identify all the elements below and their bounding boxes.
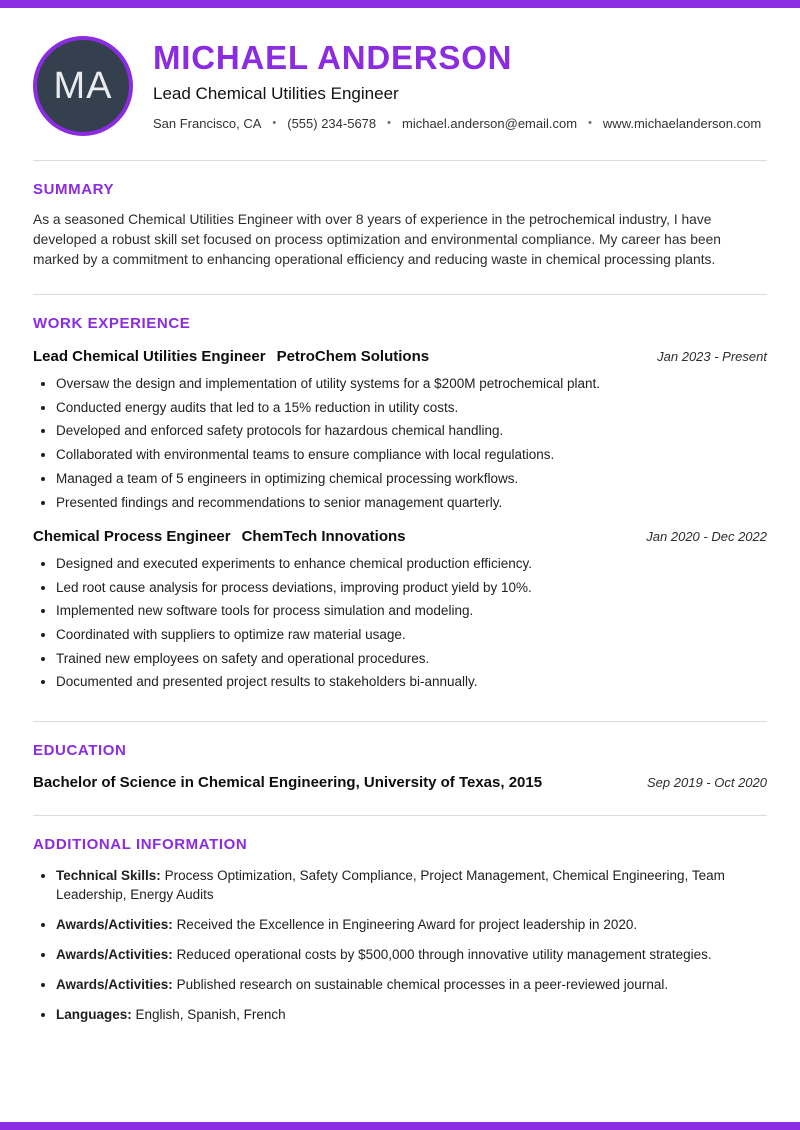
summary-heading: SUMMARY [33,181,115,198]
additional-item-label: Languages: [56,1006,132,1022]
section-divider [33,294,767,295]
additional-item-text: Process Optimization, Safety Compliance, Project Management, Chemical Engineering, Team Leadership, Energy Audits [56,868,725,903]
header-text [153,41,761,131]
contact-website: www.michaelanderson.com [602,115,762,131]
education-heading: EDUCATION [33,742,127,760]
job-title: Lead Chemical Utilities Engineer [33,348,266,365]
education-entry [33,774,767,791]
job-bullet-list [56,555,767,692]
job-entry [33,528,767,692]
avatar-initials: MA [53,64,113,107]
top-accent-bar [0,0,800,8]
additional-item-text: Published research on sustainable chemical processes in a peer-reviewed journal. [176,976,669,992]
job-dates: Jan 2023 - Present [657,349,767,364]
education-section [0,742,800,791]
additional-item-text: Reduced operational costs by $500,000 through innovative utility management strategies. [176,946,712,962]
work-experience-heading: WORK EXPERIENCE [33,315,191,332]
additional-item-label: Awards/Activities: [56,946,173,962]
candidate-job-title: Lead Chemical Utilities Engineer [153,83,399,103]
job-bullet: • Collaborated with environmental teams to ensure compliance with local regulations. [56,446,767,464]
bottom-accent-bar [0,1122,800,1130]
summary-text: As a seasoned Chemical Utilities Engineer with over 8 years of experience in the petrochemical industry, I have developed a robust skill set focused on process optimization and environmental compliance. My career has been marked by a commitment to enhancing operational efficiency and reducing waste in chemical processing plants. [33,212,721,267]
job-bullet: • Conducted energy audits that led to a 15% reduction in utility costs. [56,399,767,417]
additional-item [56,916,767,935]
job-bullet: • Implemented new software tools for process simulation and modeling. [56,602,767,620]
job-entry [33,348,767,512]
job-header-left [33,348,429,365]
job-bullet: • Designed and executed experiments to enhance chemical production efficiency. [56,555,767,573]
job-bullet: • Oversaw the design and implementation of utility systems for a $200M petrochemical plant. [56,375,767,393]
additional-information-section [0,836,800,1035]
additional-item-text: English, Spanish, French [135,1006,286,1022]
section-divider [33,815,767,816]
contact-line [153,116,761,131]
work-experience-section [0,315,800,697]
education-dates: Sep 2019 - Oct 2020 [647,775,767,791]
job-header [33,348,767,365]
section-divider [33,160,767,161]
contact-phone: (555) 234-5678 [287,115,377,131]
section-divider [33,721,767,722]
contact-location: San Francisco, CA [153,115,262,131]
contact-separator-icon: • [588,117,592,130]
job-dates: Jan 2020 - Dec 2022 [646,528,767,544]
job-company: PetroChem Solutions [276,348,430,365]
job-bullet-list [56,375,767,512]
contact-separator-icon: • [387,117,391,130]
additional-item-text: Received the Excellence in Engineering Award for project leadership in 2020. [176,916,638,932]
job-bullet: • Developed and enforced safety protocols for hazardous chemical handling. [56,422,767,440]
job-header-left [33,528,406,545]
resume-header [0,8,800,136]
additional-item [56,976,767,995]
additional-item-label: Awards/Activities: [56,976,173,992]
job-bullet: • Coordinated with suppliers to optimize raw material usage. [56,626,767,644]
job-bullet: • Presented findings and recommendations to senior management quarterly. [56,494,767,512]
job-title: Chemical Process Engineer [33,527,231,545]
contact-email: michael.anderson@email.com [402,115,578,131]
job-bullet: • Trained new employees on safety and operational procedures. [56,650,767,668]
additional-item-list [56,867,767,1024]
job-bullet: • Managed a team of 5 engineers in optimizing chemical processing workflows. [56,470,767,488]
contact-separator-icon: • [272,117,277,130]
job-bullet: • Led root cause analysis for process deviations, improving product yield by 10%. [56,579,767,597]
additional-item [56,946,767,965]
job-company: ChemTech Innovations [241,527,406,545]
candidate-name: MICHAEL ANDERSON [153,39,513,77]
summary-section [0,181,800,270]
education-degree: Bachelor of Science in Chemical Engineering, University of Texas, 2015 [33,774,543,792]
additional-item [56,1006,767,1025]
avatar [33,36,133,136]
job-header [33,528,767,545]
additional-item-label: Technical Skills: [56,868,161,884]
additional-item-label: Awards/Activities: [56,916,173,932]
job-bullet: • Documented and presented project results to stakeholders bi-annually. [56,673,767,691]
additional-information-heading: ADDITIONAL INFORMATION [33,836,248,854]
additional-item [56,867,767,905]
